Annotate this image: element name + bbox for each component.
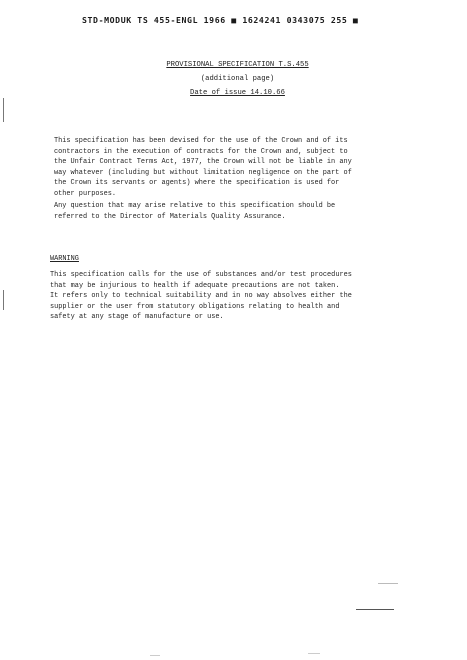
document-subtitle: (additional page) xyxy=(200,75,275,83)
scan-mark-bottom-line xyxy=(356,609,394,610)
warning-paragraph: This specification calls for the use of substances and/or test procedures that may be injurious to health if adequate precautions are not taken. It refers only to technical suitability and in no way absolves either the supplier or the user from statutory obligations relating to health and safety at any stage of manufacture or use. xyxy=(50,271,352,322)
scan-mark-dot-2 xyxy=(308,653,320,654)
scan-mark-left-2 xyxy=(3,290,4,310)
document-title: PROVISIONAL SPECIFICATION T.S.455 xyxy=(166,61,309,69)
disclaimer-paragraph: This specification has been devised for the use of the Crown and of its contractors in the execution of contracts for the Crown and, subject to the Unfair Contract Terms Act, 1977, the Crown will not be liable in any way whatever (including but without limitation negligence on the part of the Crown its servants or agents) where the specification is used for other purposes. xyxy=(54,137,352,198)
warning-heading: WARNING xyxy=(50,255,79,263)
scan-mark-left xyxy=(3,98,4,122)
scan-mark-dash xyxy=(378,583,398,584)
document-header-code: STD-MODUK TS 455-ENGL 1966 ■ 1624241 0343075 255 ■ xyxy=(82,15,359,25)
contact-paragraph: Any question that may arise relative to this specification should be referred to the Director of Materials Quality Assurance. xyxy=(54,202,336,221)
title-block xyxy=(120,58,355,100)
issue-date: Date of issue 14.10.66 xyxy=(190,89,285,97)
scan-mark-dot xyxy=(150,655,160,656)
